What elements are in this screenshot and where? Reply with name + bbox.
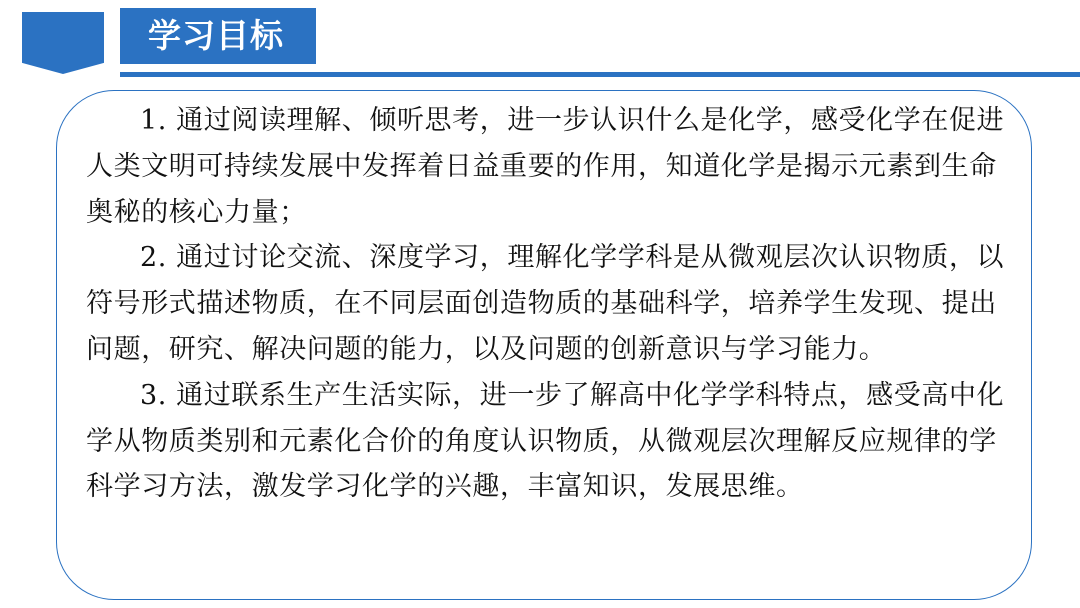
objective-item-3: 3. 通过联系生产生活实际，进一步了解高中化学学科特点，感受高中化学从物质类别和元素化合价的角度认识物质，从微观层次理解反应规律的学科学习方法，激发学习化学的兴趣，丰富知识，发展思维。: [86, 379, 1005, 503]
header-pennant-decoration: [22, 12, 104, 74]
objective-item-2: 2. 通过讨论交流、深度学习，理解化学学科是从微观层次认识物质，以符号形式描述物质，在不同层面创造物质的基础科学，培养学生发现、提出问题，研究、解决问题的能力，以及问题的创新意识与学习能力。: [86, 242, 1005, 365]
objectives-list: [86, 98, 1006, 510]
page-title: 学习目标: [148, 16, 284, 55]
title-underline-rule: [120, 72, 1080, 77]
objective-item-1: 1. 通过阅读理解、倾听思考，进一步认识什么是化学，感受化学在促进人类文明可持续发展中发挥着日益重要的作用，知道化学是揭示元素到生命奥秘的核心力量；: [86, 105, 1005, 228]
